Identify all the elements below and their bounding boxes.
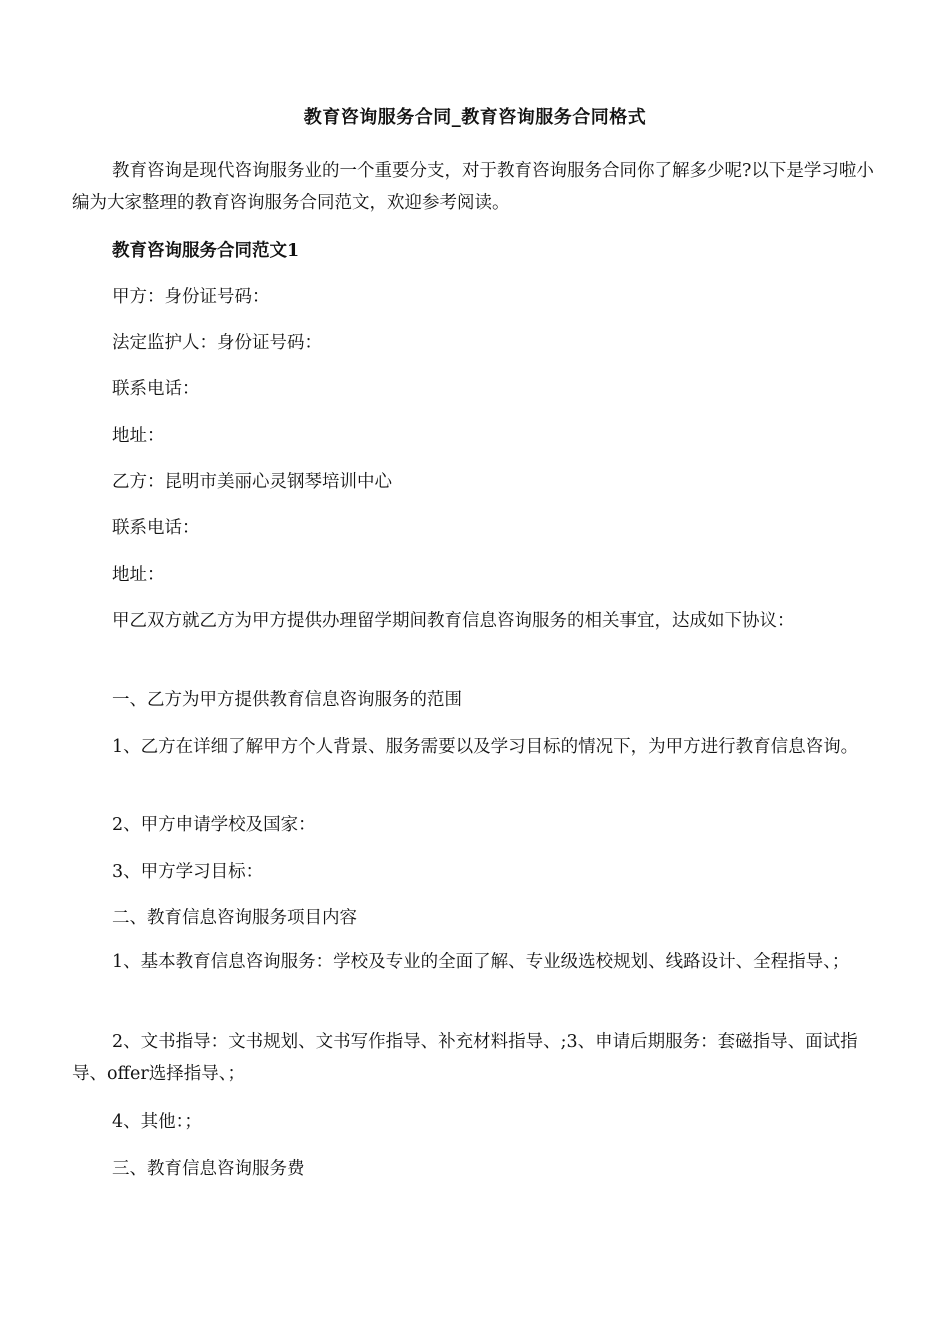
section-heading-sample-1: 教育咨询服务合同范文1	[112, 241, 300, 261]
section-two-item-1: 1、基本教育信息咨询服务：学校及专业的全面了解、专业级选校规划、线路设计、全程指导、；	[112, 952, 850, 972]
section-one-item-2: 2、甲方申请学校及国家：	[112, 815, 316, 835]
party-b-line: 乙方：昆明市美丽心灵钢琴培训中心	[112, 472, 392, 492]
party-a-phone-line: 联系电话：	[112, 379, 200, 399]
section-two-heading: 二、教育信息咨询服务项目内容	[112, 908, 357, 928]
document-title: 教育咨询服务合同_教育咨询服务合同格式	[303, 107, 647, 128]
party-a-address-line: 地址：	[112, 426, 165, 446]
section-one-item-3: 3、甲方学习目标：	[112, 862, 264, 882]
party-b-phone-line: 联系电话：	[112, 518, 200, 538]
section-one-item-1: 1、乙方在详细了解甲方个人背景、服务需要以及学习目标的情况下，为甲方进行教育信息咨询。	[112, 737, 859, 757]
section-one-heading: 一、乙方为甲方提供教育信息咨询服务的范围	[112, 690, 462, 710]
section-two-item-4: 4、其他：；	[112, 1112, 202, 1132]
guardian-line: 法定监护人：身份证号码：	[112, 333, 322, 353]
agreement-paragraph: 甲乙双方就乙方为甲方提供办理留学期间教育信息咨询服务的相关事宜，达成如下协议：	[112, 611, 795, 631]
intro-paragraph: 教育咨询是现代咨询服务业的一个重要分支，对于教育咨询服务合同你了解多少呢?以下是学习啦小编为大家整理的教育咨询服务合同范文，欢迎参考阅读。	[72, 161, 874, 213]
party-a-line: 甲方：身份证号码：	[112, 287, 270, 307]
section-two-item-2-3: 2、文书指导：文书规划、文书写作指导、补充材料指导、;3、申请后期服务：套磁指导、面试指导、offer选择指导、；	[72, 1032, 858, 1084]
section-three-heading: 三、教育信息咨询服务费	[112, 1159, 305, 1179]
party-b-address-line: 地址：	[112, 565, 165, 585]
